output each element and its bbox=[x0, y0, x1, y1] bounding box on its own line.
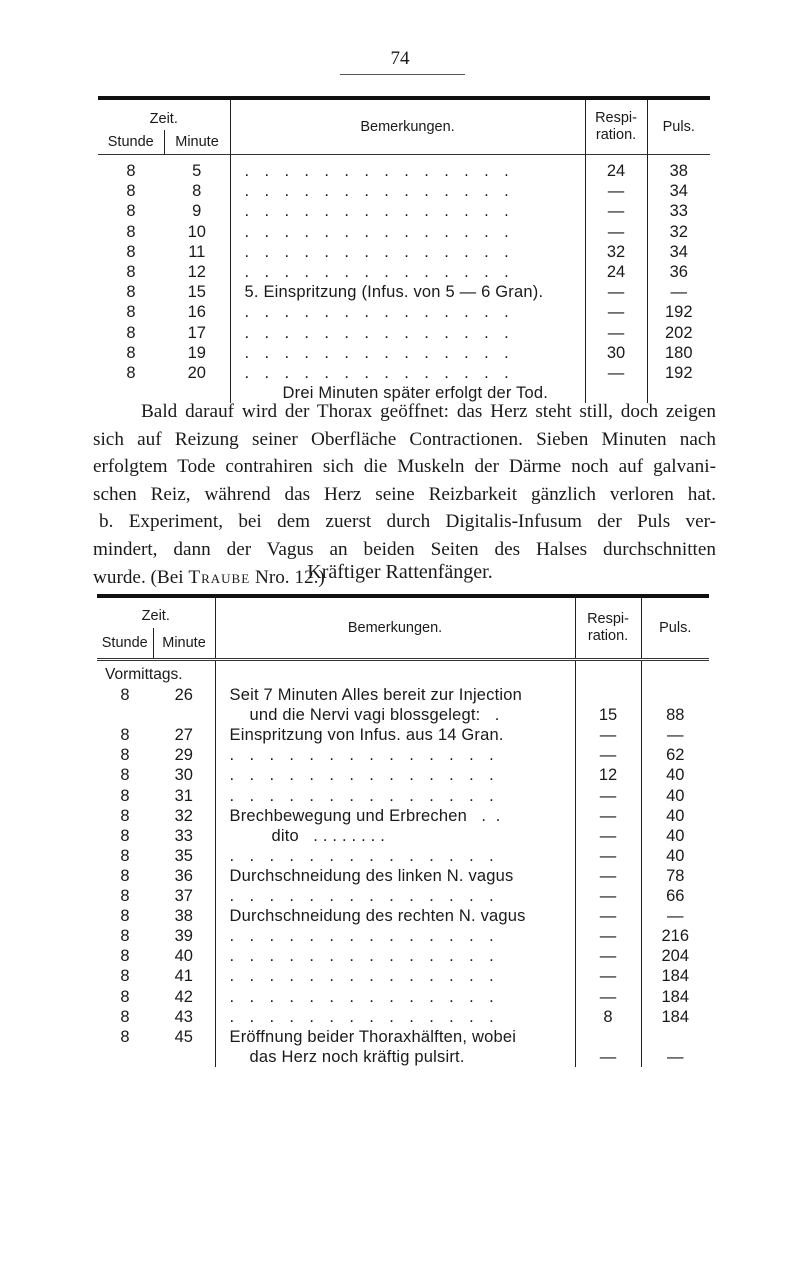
bemerkung-cell: . . . . . . . . . . . . . . bbox=[215, 946, 575, 966]
respiration-cell: — bbox=[585, 282, 647, 302]
header-puls: Puls. bbox=[662, 118, 695, 135]
puls-cell: — bbox=[667, 726, 684, 745]
stunde-cell: 8 bbox=[120, 987, 130, 1006]
paragraph-line: Bald darauf wird der Thorax geöffnet: das Herz steht still, doch zeigen bbox=[141, 401, 716, 422]
bemerkung-cell: Brechbewegung und Erbrechen . . bbox=[215, 806, 575, 826]
table-row bbox=[97, 786, 709, 806]
bemerkung-cell: . . . . . . . . . . . . . . bbox=[230, 222, 585, 242]
table-row bbox=[97, 946, 709, 966]
minute-cell: 26 bbox=[153, 685, 215, 705]
bemerkung-cell: . . . . . . . . . . . . . . bbox=[215, 765, 575, 785]
bemerkung-cell: . . . . . . . . . . . . . . bbox=[215, 745, 575, 765]
bemerkung-cell: . . . . . . . . . . . . . . bbox=[215, 1007, 575, 1027]
minute-cell: 16 bbox=[164, 302, 230, 322]
stunde-cell: 8 bbox=[120, 746, 130, 765]
stunde-cell: 8 bbox=[126, 263, 136, 282]
minute-cell: 36 bbox=[153, 866, 215, 886]
puls-cell: 34 bbox=[669, 182, 688, 201]
minute-cell: 33 bbox=[153, 826, 215, 846]
stunde-cell: 8 bbox=[126, 283, 136, 302]
minute-cell: 9 bbox=[164, 201, 230, 221]
table-row bbox=[98, 161, 710, 181]
table-row bbox=[98, 201, 710, 221]
bemerkung-cell: . . . . . . . . . . . . . . bbox=[215, 987, 575, 1007]
bemerkung-cell: Einspritzung von Infus. aus 14 Gran. bbox=[215, 725, 575, 745]
puls-cell: 38 bbox=[669, 162, 688, 180]
respiration-cell: — bbox=[575, 826, 641, 846]
group-row bbox=[97, 665, 709, 685]
puls-cell: 202 bbox=[665, 323, 693, 342]
respiration-cell: — bbox=[575, 886, 641, 906]
respiration-cell: — bbox=[575, 987, 641, 1007]
respiration-cell: 24 bbox=[585, 262, 647, 282]
stunde-cell: 8 bbox=[120, 866, 130, 885]
header-bemerkungen: Bemerkungen. bbox=[215, 596, 575, 660]
puls-cell: 40 bbox=[666, 846, 685, 865]
bemerkung-cell: . . . . . . . . . . . . . . bbox=[230, 323, 585, 343]
stunde-cell: 8 bbox=[120, 726, 130, 745]
puls-cell: 88 bbox=[666, 706, 685, 725]
table-row bbox=[97, 705, 709, 725]
measurement-table-1 bbox=[98, 96, 710, 403]
minute-cell: 5 bbox=[164, 161, 230, 181]
stunde-cell: 8 bbox=[126, 222, 136, 241]
stunde-cell bbox=[97, 705, 153, 725]
minute-cell: 20 bbox=[164, 363, 230, 383]
table-row bbox=[97, 886, 709, 906]
minute-cell: 30 bbox=[153, 765, 215, 785]
stunde-cell: 8 bbox=[120, 1027, 130, 1046]
minute-cell: 11 bbox=[164, 242, 230, 262]
respiration-cell: 8 bbox=[575, 1007, 641, 1027]
paragraph-text: Nro. 12.) bbox=[254, 566, 325, 588]
table-row bbox=[97, 846, 709, 866]
respiration-cell: — bbox=[575, 946, 641, 966]
respiration-cell: 24 bbox=[585, 161, 647, 181]
minute-cell: 19 bbox=[164, 343, 230, 363]
table-row bbox=[98, 242, 710, 262]
respiration-cell: — bbox=[585, 181, 647, 201]
table-row bbox=[97, 685, 709, 705]
minute-cell: 38 bbox=[153, 906, 215, 926]
page-number-rule bbox=[340, 74, 465, 75]
respiration-cell: — bbox=[585, 302, 647, 322]
puls-cell: 184 bbox=[661, 967, 690, 986]
respiration-cell: 30 bbox=[585, 343, 647, 363]
header-respiration-line2: ration. bbox=[587, 628, 629, 644]
puls-cell bbox=[641, 685, 709, 705]
table-row bbox=[97, 987, 709, 1007]
stunde-cell: 8 bbox=[120, 686, 130, 705]
bemerkung-cell: Eröffnung beider Thoraxhälften, wobei bbox=[215, 1027, 575, 1047]
minute-cell: 39 bbox=[153, 926, 215, 946]
stunde-cell: 8 bbox=[120, 826, 130, 845]
table-row bbox=[97, 745, 709, 765]
respiration-cell: — bbox=[575, 966, 641, 986]
section-heading: Kräftiger Rattenfänger. bbox=[307, 561, 493, 583]
respiration-cell: — bbox=[575, 846, 641, 866]
puls-cell: 40 bbox=[666, 786, 685, 805]
table-row bbox=[97, 826, 709, 846]
header-puls: Puls. bbox=[659, 619, 692, 636]
bemerkung-cell: . . . . . . . . . . . . . . bbox=[230, 242, 585, 262]
respiration-cell bbox=[575, 685, 641, 705]
puls-cell: 32 bbox=[669, 222, 688, 241]
author-name: Traube bbox=[188, 566, 251, 588]
respiration-cell: — bbox=[575, 926, 641, 946]
table-row bbox=[98, 222, 710, 242]
minute-cell: 10 bbox=[164, 222, 230, 242]
respiration-cell bbox=[575, 1027, 641, 1047]
minute-cell bbox=[153, 705, 215, 725]
bemerkung-cell: Durchschneidung des linken N. vagus bbox=[215, 866, 575, 886]
puls-cell: 192 bbox=[665, 303, 693, 322]
header-minute: Minute bbox=[164, 130, 230, 155]
puls-cell: 180 bbox=[665, 343, 693, 362]
table-row bbox=[97, 806, 709, 826]
puls-cell: — bbox=[667, 1047, 684, 1066]
bemerkung-cell: und die Nervi vagi blossgelegt: . bbox=[215, 705, 575, 725]
puls-cell: 40 bbox=[666, 806, 685, 825]
minute-cell: 45 bbox=[153, 1027, 215, 1047]
respiration-cell: — bbox=[575, 1047, 641, 1067]
puls-cell: 40 bbox=[666, 826, 685, 845]
stunde-cell: 8 bbox=[126, 343, 136, 362]
puls-cell: — bbox=[670, 283, 688, 302]
puls-cell: 204 bbox=[661, 947, 690, 966]
minute-cell: 43 bbox=[153, 1007, 215, 1027]
puls-cell: 36 bbox=[669, 263, 688, 282]
stunde-cell bbox=[97, 1047, 153, 1067]
bemerkung-cell: . . . . . . . . . . . . . . bbox=[215, 846, 575, 866]
stunde-cell: 8 bbox=[120, 846, 130, 865]
table-row bbox=[97, 1047, 709, 1067]
bemerkung-cell: dito . . . . . . . . bbox=[215, 826, 575, 846]
respiration-cell: — bbox=[575, 745, 641, 765]
stunde-cell: 8 bbox=[126, 182, 136, 201]
bemerkung-cell: . . . . . . . . . . . . . . bbox=[230, 181, 585, 201]
minute-cell: 42 bbox=[153, 987, 215, 1007]
puls-cell: 40 bbox=[666, 766, 685, 785]
minute-cell: 17 bbox=[164, 323, 230, 343]
paragraph-line: schen Reiz, während das Herz seine Reizbarkeit gänzlich verloren hat. bbox=[93, 483, 716, 505]
stunde-cell: 8 bbox=[120, 766, 130, 785]
header-stunde: Stunde bbox=[97, 628, 153, 660]
header-respiration-line2: ration. bbox=[595, 127, 637, 143]
stunde-cell: 8 bbox=[120, 927, 130, 946]
minute-cell: 35 bbox=[153, 846, 215, 866]
respiration-cell: — bbox=[585, 323, 647, 343]
puls-cell: — bbox=[667, 907, 684, 926]
bemerkung-cell: . . . . . . . . . . . . . . bbox=[215, 786, 575, 806]
table-row bbox=[98, 343, 710, 363]
minute-cell: 41 bbox=[153, 966, 215, 986]
minute-cell: 31 bbox=[153, 786, 215, 806]
table-row bbox=[97, 1007, 709, 1027]
stunde-cell: 8 bbox=[120, 806, 130, 825]
bemerkung-cell: . . . . . . . . . . . . . . bbox=[215, 926, 575, 946]
bemerkung-cell: . . . . . . . . . . . . . . bbox=[230, 161, 585, 181]
stunde-cell: 8 bbox=[126, 323, 136, 342]
stunde-cell: 8 bbox=[126, 242, 136, 261]
table-row bbox=[98, 262, 710, 282]
minute-cell: 37 bbox=[153, 886, 215, 906]
header-respiration-line1: Respi- bbox=[587, 611, 629, 627]
bemerkung-cell: Seit 7 Minuten Alles bereit zur Injection bbox=[215, 685, 575, 705]
minute-cell: 12 bbox=[164, 262, 230, 282]
puls-cell: 184 bbox=[661, 1007, 690, 1026]
header-minute: Minute bbox=[153, 628, 215, 660]
puls-cell: 184 bbox=[661, 987, 690, 1006]
respiration-cell: — bbox=[575, 906, 641, 926]
stunde-cell: 8 bbox=[126, 364, 136, 383]
respiration-cell: — bbox=[585, 363, 647, 383]
header-bemerkungen: Bemerkungen. bbox=[230, 98, 585, 155]
respiration-cell: 15 bbox=[575, 705, 641, 725]
table-row bbox=[97, 906, 709, 926]
measurement-table-2 bbox=[97, 594, 709, 1067]
table-row bbox=[98, 302, 710, 322]
table-row bbox=[97, 765, 709, 785]
table-row bbox=[97, 866, 709, 886]
respiration-cell: — bbox=[575, 786, 641, 806]
stunde-cell: 8 bbox=[126, 202, 136, 221]
table-row bbox=[97, 1027, 709, 1047]
minute-cell: 29 bbox=[153, 745, 215, 765]
bemerkung-cell: . . . . . . . . . . . . . . bbox=[230, 343, 585, 363]
stunde-cell: 8 bbox=[120, 967, 130, 986]
header-respiration bbox=[585, 98, 647, 155]
paragraph-line: erfolgtem Tode contrahiren sich die Muskeln der Därme noch auf galvani- bbox=[93, 456, 716, 478]
paragraph-line: mindert, dann der Vagus an beiden Seiten des Halses durchschnitten bbox=[93, 538, 716, 560]
bemerkung-cell: . . . . . . . . . . . . . . bbox=[230, 302, 585, 322]
puls-cell: 33 bbox=[669, 202, 688, 221]
stunde-cell: 8 bbox=[120, 786, 130, 805]
respiration-cell: — bbox=[575, 866, 641, 886]
bemerkung-cell: . . . . . . . . . . . . . . bbox=[215, 966, 575, 986]
stunde-cell: 8 bbox=[120, 907, 130, 926]
bemerkung-cell: das Herz noch kräftig pulsirt. bbox=[215, 1047, 575, 1067]
stunde-cell: 8 bbox=[120, 947, 130, 966]
minute-cell: 27 bbox=[153, 725, 215, 745]
stunde-cell: 8 bbox=[120, 1007, 130, 1026]
stunde-cell: 8 bbox=[126, 162, 136, 180]
puls-cell: 216 bbox=[661, 927, 690, 946]
stunde-cell: 8 bbox=[126, 303, 136, 322]
header-respiration-line1: Respi- bbox=[595, 110, 637, 126]
paragraph-text: wurde. (Bei bbox=[93, 566, 184, 588]
bemerkung-cell: . . . . . . . . . . . . . . bbox=[230, 262, 585, 282]
respiration-cell: — bbox=[585, 222, 647, 242]
minute-cell: 15 bbox=[164, 282, 230, 302]
minute-cell: 40 bbox=[153, 946, 215, 966]
table-row bbox=[98, 323, 710, 343]
respiration-cell: — bbox=[575, 806, 641, 826]
table-row bbox=[98, 363, 710, 383]
page-number: 74 bbox=[390, 48, 410, 69]
bemerkung-cell: Drei Minuten später erfolgt der Tod. bbox=[230, 383, 585, 403]
puls-cell bbox=[641, 1027, 709, 1047]
table-row bbox=[98, 282, 710, 302]
paragraph-line: sich auf Reizung seiner Oberfläche Contractionen. Sieben Minuten nach bbox=[93, 428, 716, 450]
respiration-cell: — bbox=[575, 725, 641, 745]
header-respiration bbox=[575, 596, 641, 660]
respiration-cell: — bbox=[585, 201, 647, 221]
bemerkung-cell: . . . . . . . . . . . . . . bbox=[230, 363, 585, 383]
table-row bbox=[97, 725, 709, 745]
bemerkung-cell: Durchschneidung des rechten N. vagus bbox=[215, 906, 575, 926]
puls-cell: 34 bbox=[669, 242, 688, 261]
minute-cell bbox=[153, 1047, 215, 1067]
bemerkung-cell: . . . . . . . . . . . . . . bbox=[230, 201, 585, 221]
minute-cell: 32 bbox=[153, 806, 215, 826]
puls-cell: 66 bbox=[666, 887, 685, 906]
puls-cell: 62 bbox=[666, 746, 685, 765]
puls-cell: 78 bbox=[666, 866, 685, 885]
puls-cell: 192 bbox=[665, 364, 693, 383]
table-row bbox=[97, 926, 709, 946]
header-stunde: Stunde bbox=[98, 130, 164, 155]
respiration-cell: 12 bbox=[575, 765, 641, 785]
table-row bbox=[98, 181, 710, 201]
table-row bbox=[97, 966, 709, 986]
minute-cell: 8 bbox=[164, 181, 230, 201]
paragraph-line: b. Experiment, bei dem zuerst durch Digitalis-Infusum der Puls ver- bbox=[99, 511, 716, 533]
header-zeit: Zeit. bbox=[97, 596, 215, 628]
group-label: Vormittags. bbox=[97, 665, 215, 685]
bemerkung-cell: 5. Einspritzung (Infus. von 5 — 6 Gran). bbox=[230, 282, 585, 302]
respiration-cell: 32 bbox=[585, 242, 647, 262]
bemerkung-cell: . . . . . . . . . . . . . . bbox=[215, 886, 575, 906]
stunde-cell: 8 bbox=[120, 887, 130, 906]
header-zeit: Zeit. bbox=[98, 98, 230, 130]
